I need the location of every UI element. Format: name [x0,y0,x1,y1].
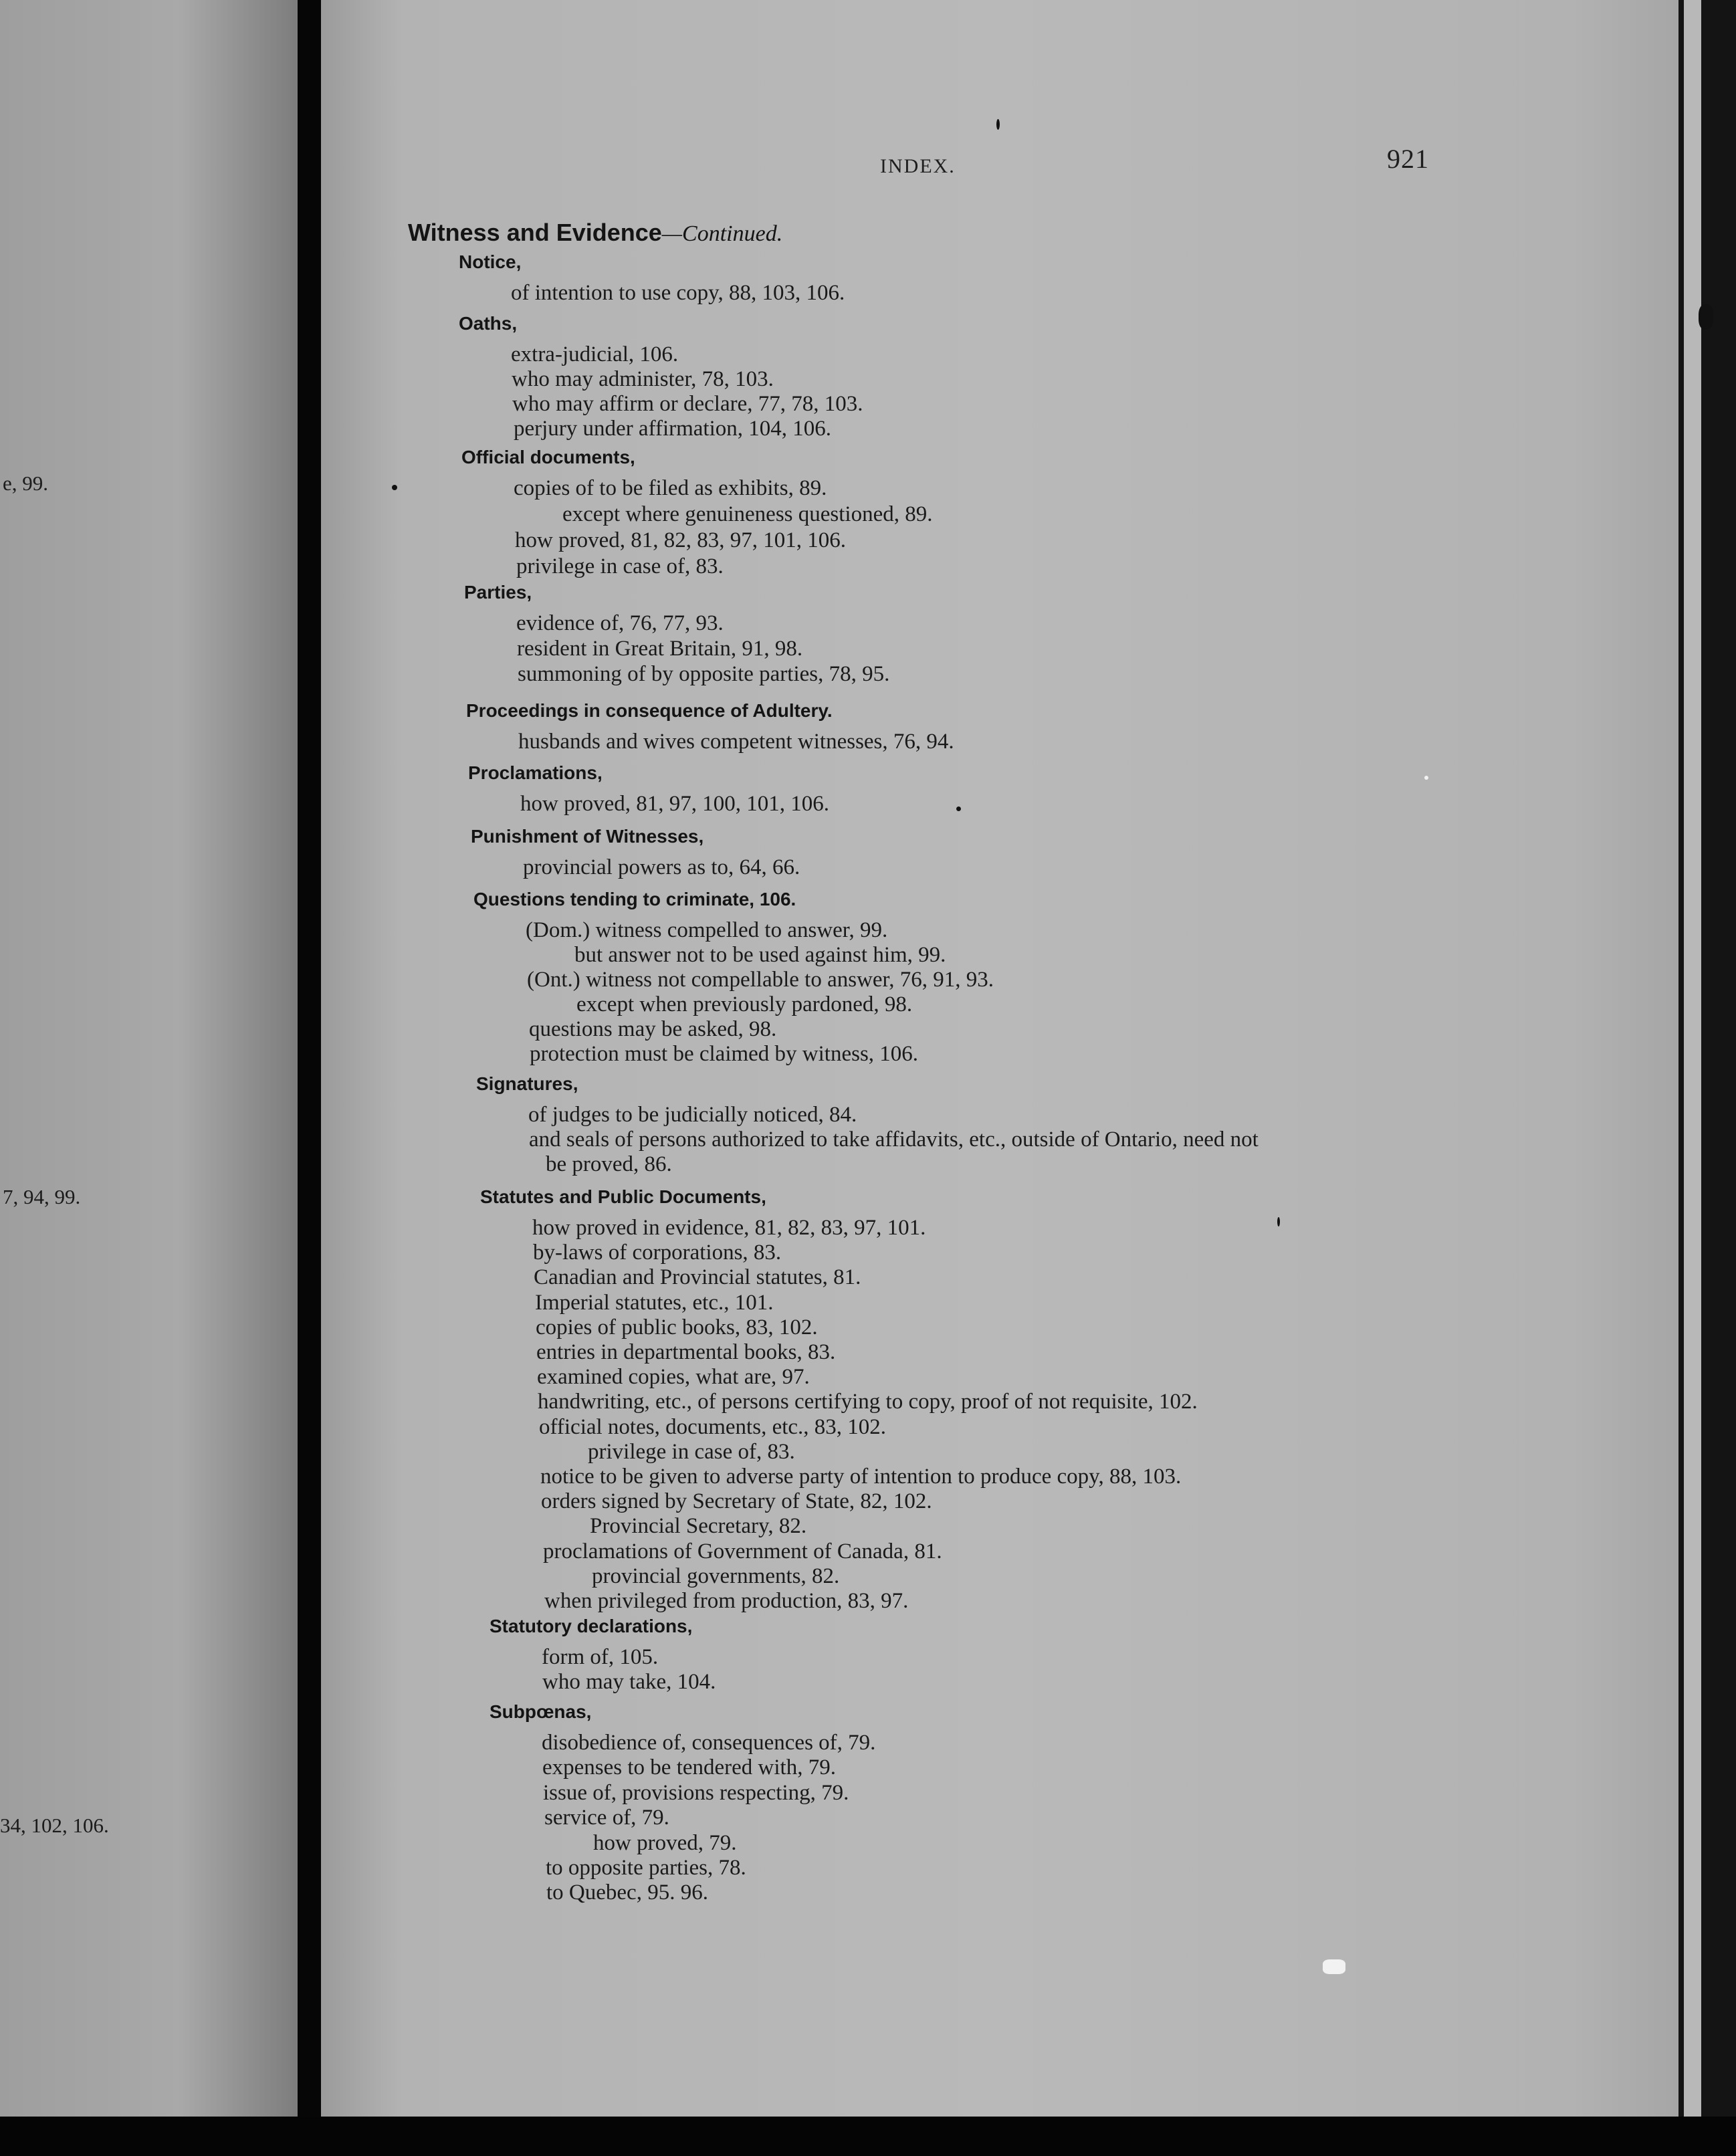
scan-blot [1323,1959,1345,1974]
left-page-fragment: 7, 94, 99. [3,1185,81,1208]
index-entry: copies of public books, 83, 102. [536,1315,818,1339]
index-entry: form of, 105. [542,1645,659,1669]
index-heading: Notice, [459,251,522,272]
index-subentry: except when previously pardoned, 98. [576,992,913,1016]
bottom-border [0,2117,1736,2156]
index-subentry: how proved, 79. [593,1831,737,1855]
index-page [321,0,1678,2117]
index-entry: who may administer, 78, 103. [512,367,774,391]
book-gutter [298,0,321,2156]
index-entry: and seals of persons authorized to take affidavits, etc., outside of Ontario, need not [529,1127,1259,1152]
index-entry: provincial powers as to, 64, 66. [523,855,800,879]
index-heading: Questions tending to criminate, 106. [473,889,796,909]
index-entry: summoning of by opposite parties, 78, 95. [518,662,890,686]
index-entry: orders signed by Secretary of State, 82, 102. [541,1489,932,1513]
index-entry: when privileged from production, 83, 97. [544,1589,909,1613]
index-entry: official notes, documents, etc., 83, 102. [539,1415,887,1439]
index-entry: privilege in case of, 83. [516,554,724,578]
index-heading: Proceedings in consequence of Adultery. [466,700,833,721]
index-entry: perjury under affirmation, 104, 106. [514,417,832,441]
index-entry: protection must be claimed by witness, 106. [530,1042,919,1066]
index-entry: how proved, 81, 97, 100, 101, 106. [520,792,829,816]
index-entry: disobedience of, consequences of, 79. [542,1731,876,1755]
scan-speck [1277,1217,1280,1226]
index-entry: entries in departmental books, 83. [536,1340,836,1364]
index-entry: husbands and wives competent witnesses, 76, 94. [518,730,954,754]
scan-speck [392,485,397,490]
index-heading: Proclamations, [468,762,603,783]
scan-speck [996,119,1000,130]
index-entry: who may affirm or declare, 77, 78, 103. [512,392,863,416]
index-entry: resident in Great Britain, 91, 98. [517,637,803,661]
index-entry: how proved in evidence, 81, 82, 83, 97, 101. [532,1216,926,1240]
left-page-fragment: 34, 102, 106. [0,1814,109,1837]
main-heading [408,218,782,247]
index-heading: Parties, [464,582,532,603]
index-entry: by-laws of corporations, 83. [533,1241,782,1265]
index-entry: examined copies, what are, 97. [537,1365,810,1389]
index-entry: handwriting, etc., of persons certifying to copy, proof of not requisite, 102. [538,1390,1198,1414]
index-subentry: provincial governments, 82. [592,1564,840,1588]
scan-speck [956,806,961,811]
index-heading: Official documents, [461,447,635,467]
index-entry: (Dom.) witness compelled to answer, 99. [526,918,888,942]
index-heading: Subpœnas, [490,1701,592,1722]
index-entry: notice to be given to adverse party of intention to produce copy, 88, 103. [540,1465,1182,1489]
index-entry-continuation: be proved, 86. [546,1152,672,1176]
index-entry: extra-judicial, 106. [511,342,679,366]
left-page-fragment: e, 99. [3,471,49,495]
index-heading: Signatures, [476,1073,578,1094]
index-entry: evidence of, 76, 77, 93. [516,611,724,635]
index-entry: who may take, 104. [542,1670,716,1694]
index-entry: service of, 79. [544,1806,669,1830]
index-entry: (Ont.) witness not compellable to answer, 76, 91, 93. [527,968,994,992]
index-subentry: Provincial Secretary, 82. [590,1514,807,1538]
index-subentry: privilege in case of, 83. [588,1440,795,1464]
index-entry: questions may be asked, 98. [529,1017,777,1041]
scan-speck [1699,304,1713,330]
index-entry: how proved, 81, 82, 83, 97, 101, 106. [515,528,846,552]
index-heading: Statutes and Public Documents, [480,1186,766,1207]
main-heading-suffix: —Continued. [661,221,783,246]
index-entry: issue of, provisions respecting, 79. [543,1781,849,1805]
index-entry: to opposite parties, 78. [546,1856,746,1880]
index-entry: expenses to be tendered with, 79. [542,1755,836,1780]
index-entry: of intention to use copy, 88, 103, 106. [511,281,845,305]
index-heading: Statutory declarations, [490,1616,693,1636]
scan-blot [1424,776,1428,780]
page-number: 921 [1387,144,1429,174]
index-entry: copies of to be filed as exhibits, 89. [514,476,827,500]
index-subentry: but answer not to be used against him, 99. [574,943,946,967]
main-heading-title: Witness and Evidence [408,219,662,246]
index-entry: proclamations of Government of Canada, 81. [543,1539,942,1564]
index-heading: Punishment of Witnesses, [471,826,704,847]
index-subentry: except where genuineness questioned, 89. [562,502,933,526]
index-entry: Canadian and Provincial statutes, 81. [534,1265,861,1289]
index-heading: Oaths, [459,313,518,334]
index-entry: of judges to be judicially noticed, 84. [528,1103,857,1127]
running-head: INDEX. [880,155,956,177]
index-entry: Imperial statutes, etc., 101. [535,1291,774,1315]
index-entry: to Quebec, 95. 96. [546,1880,708,1905]
